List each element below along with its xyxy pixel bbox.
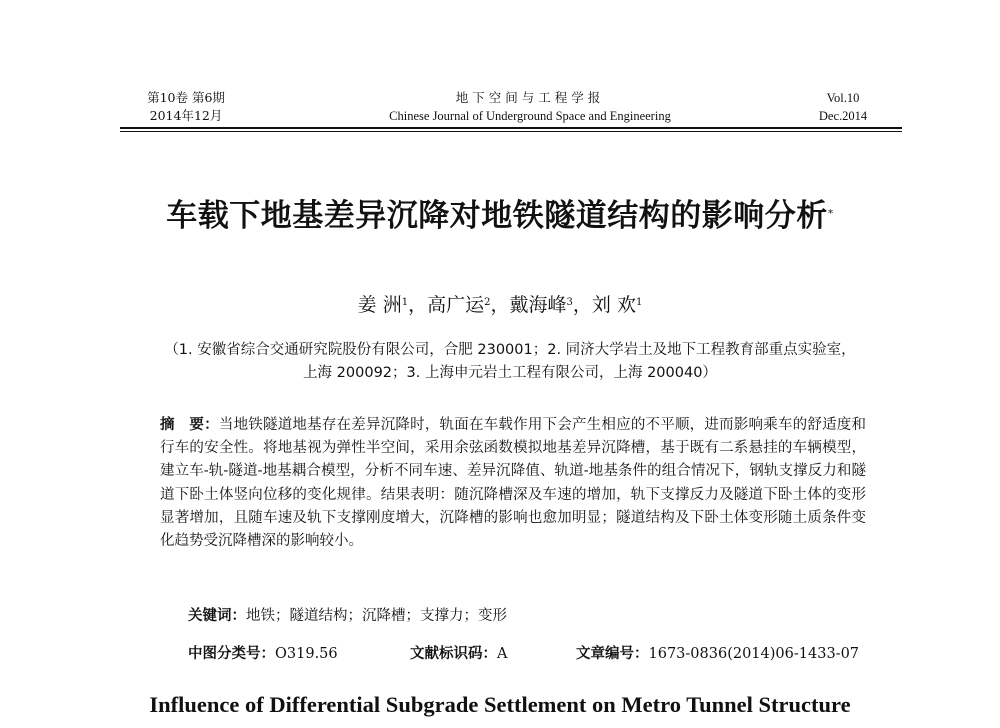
author-list: 姜 洲$^1$，高广运$^2$，戴海峰$^3$，刘 欢$^1$: [357, 294, 643, 316]
clc-block: [188, 644, 338, 664]
header-vol-en: Vol.10: [826, 91, 860, 105]
doc-code-block: [410, 644, 507, 664]
author-affil-mark: 2: [484, 297, 491, 308]
doc-code-value: A: [497, 646, 508, 662]
header-rule-thin: [120, 131, 902, 132]
header-journal-cn: 地下空间与工程学报: [455, 90, 605, 105]
keywords: [188, 606, 868, 626]
english-title: Influence of Differential Subgrade Settlement on Metro Tunnel Structure: [149, 692, 851, 717]
keywords-text: 地铁；隧道结构；沉降槽；支撑力；变形: [246, 608, 507, 624]
author-name: 刘 欢: [591, 294, 636, 316]
clc-label: 中图分类号：: [188, 646, 275, 662]
affiliation-line: 上海 200092；3. 上海申元岩土工程有限公司，上海 200040）: [303, 365, 717, 381]
header-date-cn: 2014年12月: [149, 108, 223, 123]
article-number-label: 文章编号：: [576, 646, 649, 662]
doc-code-label: 文献标识码：: [410, 646, 497, 662]
header-vol-block: [798, 89, 888, 125]
header-rule-thick: [120, 127, 902, 129]
keywords-label: 关键词：: [188, 608, 246, 624]
header-journal-block: [330, 89, 730, 125]
abstract-label: 摘 要：: [160, 417, 219, 433]
paper-title: [100, 196, 900, 236]
author-affil-mark: 1: [635, 297, 643, 308]
header-volume-issue: 第10卷 第6期: [147, 90, 225, 105]
author-affil-mark: 3: [566, 297, 573, 308]
affiliations: [110, 339, 910, 385]
author-name: 姜 洲: [357, 294, 402, 316]
author-name: 戴海峰: [509, 294, 567, 316]
abstract: [160, 414, 866, 553]
article-number-value: 1673-0836(2014)06-1433-07: [648, 646, 860, 662]
header-date-en: Dec.2014: [818, 109, 868, 123]
header-journal-en: Chinese Journal of Underground Space and Engineering: [389, 109, 671, 123]
clc-value: O319.56: [275, 646, 338, 662]
paper-title-text: 车载下地基差异沉降对地铁隧道结构的影响分析: [166, 198, 828, 234]
abstract-text: 当地铁隧道地基存在差异沉降时，轨面在车载作用下会产生相应的不平顺，进而影响乘车的舒适度和行车的安全性。将地基视为弹性半空间，采用余弦函数模拟地基差异沉降槽，基于既有二系悬挂的车辆模型，建立车-轨-隧道-地基耦合模型，分析不同车速、差异沉降值、轨道-地基条件的组合情况下，钢轨支撑反力和隧道下卧土体竖向位移的变化规律。结果表明：随沉降槽深及车速的增加，轨下支撑反力及隧道下卧土体的变形显著增加，且随车速及轨下支撑刚度增大，沉降槽的影响也愈加明显；隧道结构及下卧土体变形随土质条件变化趋势受沉降槽深的影响较小。: [160, 417, 867, 550]
title-footnote-mark: *: [827, 207, 834, 220]
header-volume-block: [130, 89, 242, 125]
author-name: 高广运: [427, 294, 485, 316]
affiliation-line: （1. 安徽省综合交通研究院股份有限公司，合肥 230001；2. 同济大学岩土及地下工程教育部重点实验室，: [164, 342, 856, 358]
article-number-block: [576, 644, 859, 664]
author-affil-mark: 1: [401, 297, 409, 308]
